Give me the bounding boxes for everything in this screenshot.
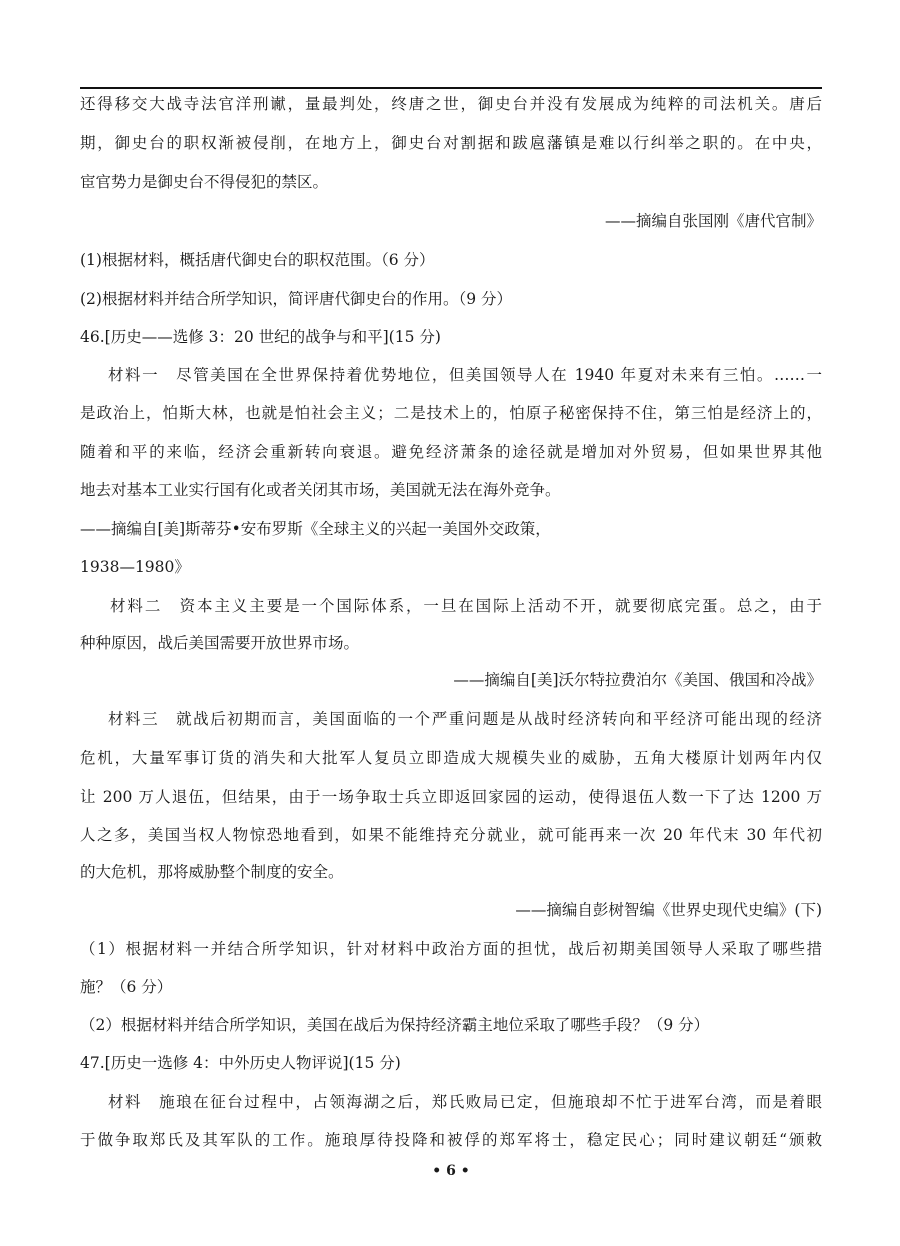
- text-line: 种种原因，战后美国需要开放世界市场。: [80, 634, 360, 652]
- text-line: 材料二 资本主义主要是一个国际体系，一旦在国际上活动不开，就要彻底完蛋。总之，由于: [110, 597, 822, 615]
- citation: ——摘编自[美]斯蒂芬•安布罗斯《全球主义的兴起一美国外交政策，: [80, 520, 551, 538]
- text-line: 让 200 万人退伍，但结果，由于一场争取士兵立即返回家园的运动，使得退伍人数一下了达 1200 万: [80, 788, 822, 806]
- question: (2)根据材料并结合所学知识，简评唐代御史台的作用。（9 分）: [80, 290, 512, 308]
- question: （2）根据材料并结合所学知识，美国在战后为保持经济霸主地位采取了哪些手段？（9 分）: [80, 1016, 710, 1034]
- section-heading: 46.[历史——选修 3：20 世纪的战争与和平](15 分): [80, 328, 441, 346]
- citation: ——摘编自[美]沃尔特拉费泊尔《美国、俄国和冷战》: [453, 671, 822, 689]
- citation: ——摘编自彭树智编《世界史现代史编》(下): [515, 901, 822, 919]
- header-rule: [80, 87, 822, 89]
- question: （1）根据材料一并结合所学知识，针对材料中政治方面的担忧，战后初期美国领导人采取了哪些措: [80, 940, 822, 958]
- text-line: 还得移交大战寺法官洋刑谳，量最判处，终唐之世，御史台并没有发展成为纯粹的司法机关。唐后: [80, 95, 822, 113]
- text-line: 人之多，美国当权人物惊恐地看到，如果不能维持充分就业，就可能再来一次 20 年代末 30 年代初: [80, 826, 822, 844]
- question: (1)根据材料，概括唐代御史台的职权范围。（6 分）: [80, 251, 435, 269]
- question: 施？（6 分）: [80, 978, 173, 996]
- text-line: 材料一 尽管美国在全世界保持着优势地位，但美国领导人在 1940 年夏对未来有三怕。……一: [108, 366, 822, 384]
- text-line: 宦官势力是御史台不得侵犯的禁区。: [80, 173, 329, 191]
- text-line: 随着和平的来临，经济会重新转向衰退。避免经济萧条的途径就是增加对外贸易，但如果世界其他: [80, 443, 822, 461]
- text-line: 于做争取郑氏及其军队的工作。施琅厚待投降和被俘的郑军将士，稳定民心；同时建议朝廷“颁敕: [80, 1131, 822, 1149]
- citation: 1938—1980》: [80, 558, 190, 576]
- text-line: 危机，大量军事订货的消失和大批军人复员立即造成大规模失业的威胁，五角大楼原计划两年内仅: [80, 749, 822, 767]
- citation: ——摘编自张国刚《唐代官制》: [604, 212, 822, 230]
- text-line: 材料 施琅在征台过程中，占领海湖之后，郑氏败局已定，但施琅却不忙于进军台湾，而是着眼: [108, 1093, 822, 1111]
- page-number: • 6 •: [432, 1163, 470, 1179]
- text-line: 是政治上，怕斯大林，也就是怕社会主义；二是技术上的，怕原子秘密保持不住，第三怕是经济上的，: [80, 404, 822, 422]
- text-line: 材料三 就战后初期而言，美国面临的一个严重问题是从战时经济转向和平经济可能出现的经济: [108, 710, 822, 728]
- text-line: 的大危机，那将威胁整个制度的安全。: [80, 863, 344, 881]
- text-line: 地去对基本工业实行国有化或者关闭其市场，美国就无法在海外竞争。: [80, 481, 561, 499]
- section-heading: 47.[历史一选修 4：中外历史人物评说](15 分): [80, 1054, 401, 1072]
- text-line: 期，御史台的职权渐被侵削，在地方上，御史台对割据和跋扈藩镇是难以行纠举之职的。在中央，: [80, 134, 822, 152]
